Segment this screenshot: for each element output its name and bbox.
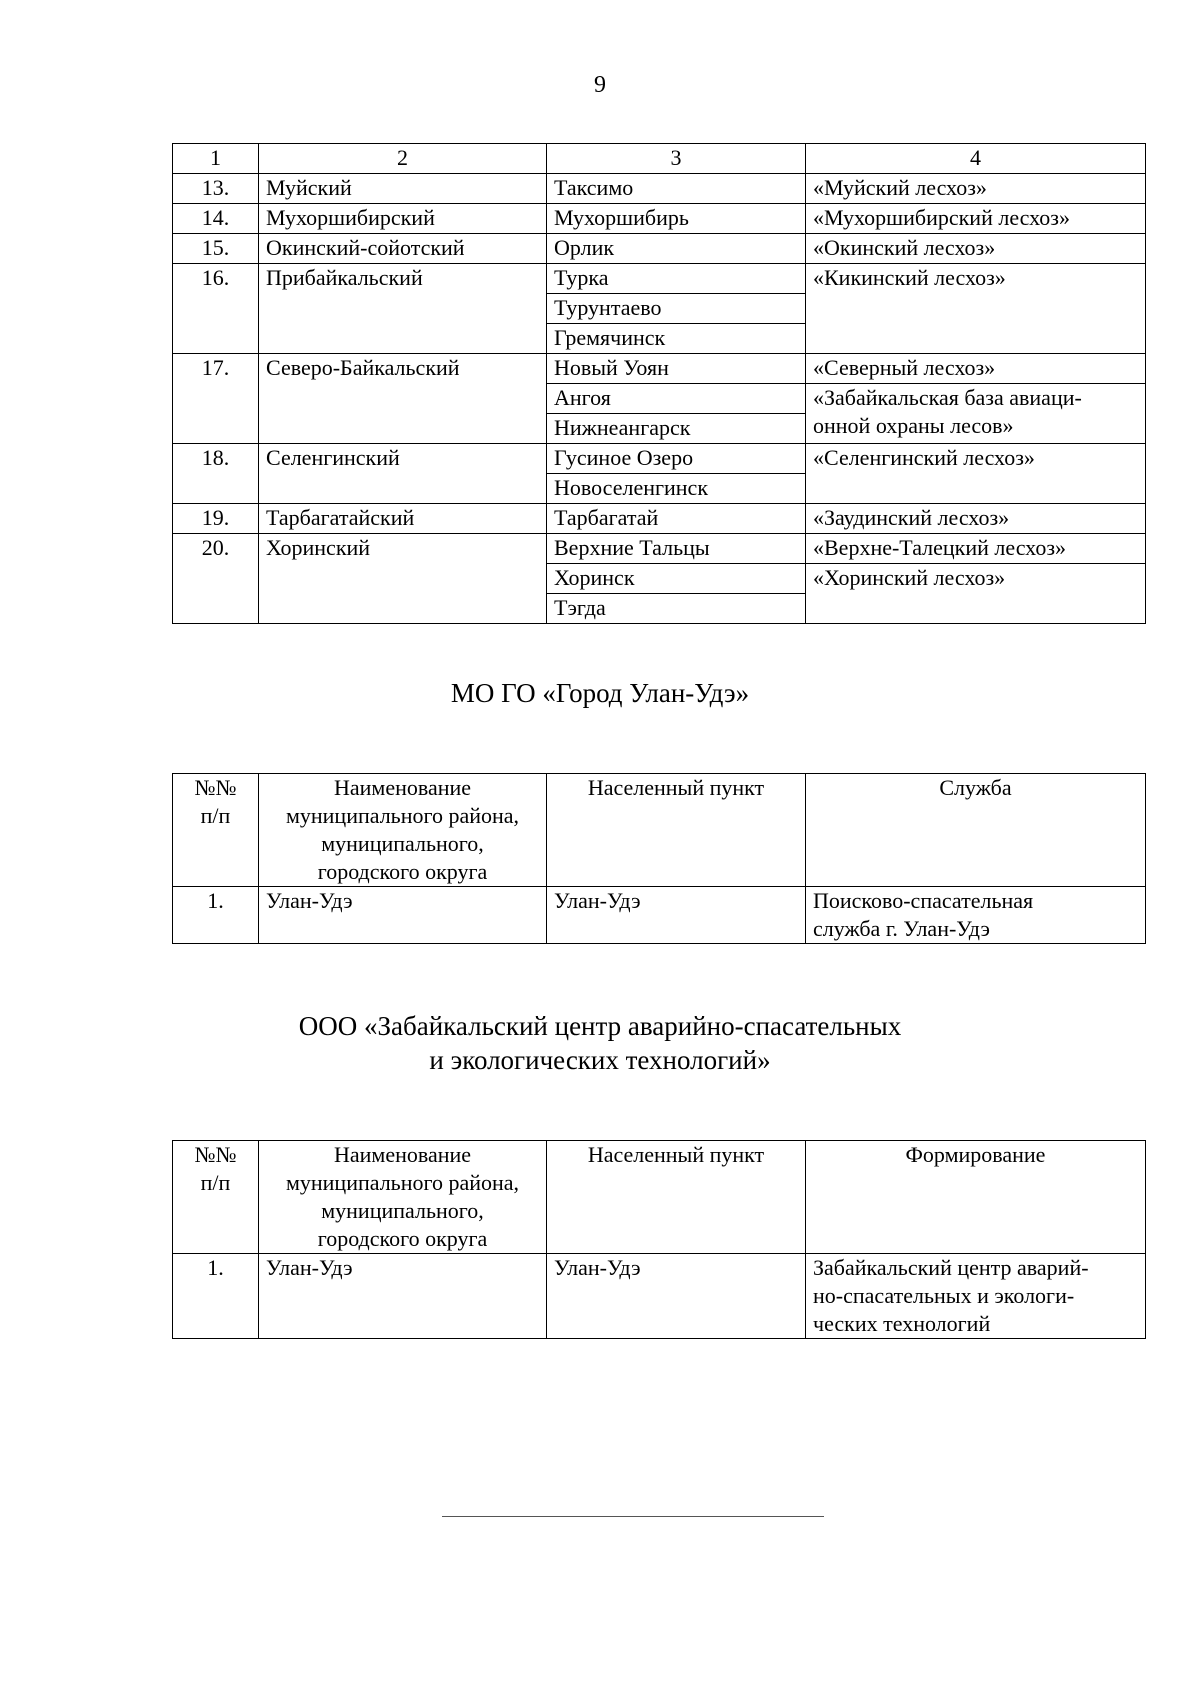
settlement: Новый Уоян	[547, 354, 806, 384]
district-name: Окинский-сойотский	[259, 234, 547, 264]
table-row	[173, 887, 1146, 944]
district-name: Хоринский	[259, 534, 547, 624]
header-line: Наименование	[333, 1142, 472, 1167]
formation-line: ческих технологий	[813, 1311, 991, 1336]
header-cell-name	[259, 774, 547, 887]
service-line: служба г. Улан-Удэ	[813, 916, 990, 941]
service: «Хоринский лесхоз»	[806, 564, 1146, 624]
header-line: городского округа	[317, 1226, 488, 1251]
table-row	[173, 534, 1146, 564]
header-line: городского округа	[317, 859, 488, 884]
header-line: п/п	[200, 803, 231, 828]
row-number: 1.	[173, 887, 259, 944]
formation-line: но-спасательных и экологи-	[813, 1283, 1075, 1308]
formation-line: Забайкальский центр аварий-	[813, 1255, 1089, 1280]
service: «Заудинский лесхоз»	[806, 504, 1146, 534]
settlement: Тарбагатай	[547, 504, 806, 534]
header-line: п/п	[200, 1170, 231, 1195]
settlement: Улан-Удэ	[547, 887, 806, 944]
header-line: муниципального,	[321, 831, 484, 856]
header-cell: 1	[173, 144, 259, 174]
settlement: Верхние Тальцы	[547, 534, 806, 564]
settlement: Гусиное Озеро	[547, 444, 806, 474]
header-cell: 2	[259, 144, 547, 174]
section-title-ulan-ude: МО ГО «Город Улан-Удэ»	[450, 678, 750, 708]
service-line: Поисково-спасательная	[813, 888, 1034, 913]
settlement: Нижнеангарск	[547, 414, 806, 444]
service: «Селенгинский лесхоз»	[806, 444, 1146, 504]
service: «Верхне-Талецкий лесхоз»	[806, 534, 1146, 564]
row-number: 13.	[173, 174, 259, 204]
header-cell-number	[173, 774, 259, 887]
row-number: 16.	[173, 264, 259, 354]
service: «Северный лесхоз»	[806, 354, 1146, 384]
row-number: 15.	[173, 234, 259, 264]
ulan-ude-table	[172, 773, 1146, 944]
table-row	[173, 444, 1146, 474]
service: «Кикинский лесхоз»	[806, 264, 1146, 354]
service: «Мухоршибирский лесхоз»	[806, 204, 1146, 234]
district-name: Улан-Удэ	[259, 887, 547, 944]
footer-divider	[442, 1516, 824, 1517]
settlement: Тэгда	[547, 594, 806, 624]
table-row	[173, 354, 1146, 384]
district-name: Селенгинский	[259, 444, 547, 504]
district-name: Улан-Удэ	[259, 1254, 547, 1339]
title-line: ООО «Забайкальский центр аварийно-спасательных	[298, 1011, 902, 1041]
settlement: Новоселенгинск	[547, 474, 806, 504]
formation	[806, 1254, 1146, 1339]
service-line: «Забайкальская база авиаци-	[813, 385, 1082, 410]
header-cell-formation: Формирование	[806, 1141, 1146, 1254]
zabaikalsky-center-table	[172, 1140, 1146, 1339]
table-row	[173, 234, 1146, 264]
header-cell-place: Населенный пункт	[547, 774, 806, 887]
table-header-row	[173, 1141, 1146, 1254]
header-cell-name	[259, 1141, 547, 1254]
settlement: Ангоя	[547, 384, 806, 414]
section-title-zabaikalsky-center	[0, 1009, 1200, 1077]
table-header-row	[173, 774, 1146, 887]
district-name: Прибайкальский	[259, 264, 547, 354]
header-cell-number	[173, 1141, 259, 1254]
district-name: Мухоршибирский	[259, 204, 547, 234]
settlement: Мухоршибирь	[547, 204, 806, 234]
header-cell-service: Служба	[806, 774, 1146, 887]
district-name: Северо-Байкальский	[259, 354, 547, 444]
header-line: №№	[194, 775, 237, 800]
header-line: №№	[194, 1142, 237, 1167]
table-row	[173, 174, 1146, 204]
header-line: муниципального района,	[285, 803, 520, 828]
district-name: Тарбагатайский	[259, 504, 547, 534]
header-line: муниципального района,	[285, 1170, 520, 1195]
table-row	[173, 204, 1146, 234]
settlement: Орлик	[547, 234, 806, 264]
service	[806, 887, 1146, 944]
row-number: 20.	[173, 534, 259, 624]
service: «Муйский лесхоз»	[806, 174, 1146, 204]
service	[806, 384, 1146, 444]
header-cell-place: Населенный пункт	[547, 1141, 806, 1254]
table-header-row	[173, 144, 1146, 174]
row-number: 1.	[173, 1254, 259, 1339]
row-number: 19.	[173, 504, 259, 534]
row-number: 18.	[173, 444, 259, 504]
settlement: Гремячинск	[547, 324, 806, 354]
service-line: онной охраны лесов»	[813, 413, 1014, 438]
row-number: 14.	[173, 204, 259, 234]
header-cell: 3	[547, 144, 806, 174]
header-cell: 4	[806, 144, 1146, 174]
settlement: Улан-Удэ	[547, 1254, 806, 1339]
district-name: Муйский	[259, 174, 547, 204]
header-line: Наименование	[333, 775, 472, 800]
settlement: Таксимо	[547, 174, 806, 204]
page-number: 9	[594, 72, 606, 98]
settlement: Турка	[547, 264, 806, 294]
title-line: и экологических технологий»	[429, 1045, 771, 1075]
row-number: 17.	[173, 354, 259, 444]
settlement: Хоринск	[547, 564, 806, 594]
service: «Окинский лесхоз»	[806, 234, 1146, 264]
settlement: Турунтаево	[547, 294, 806, 324]
districts-table	[172, 143, 1146, 624]
table-row	[173, 264, 1146, 294]
table-row	[173, 504, 1146, 534]
header-line: муниципального,	[321, 1198, 484, 1223]
table-row	[173, 1254, 1146, 1339]
